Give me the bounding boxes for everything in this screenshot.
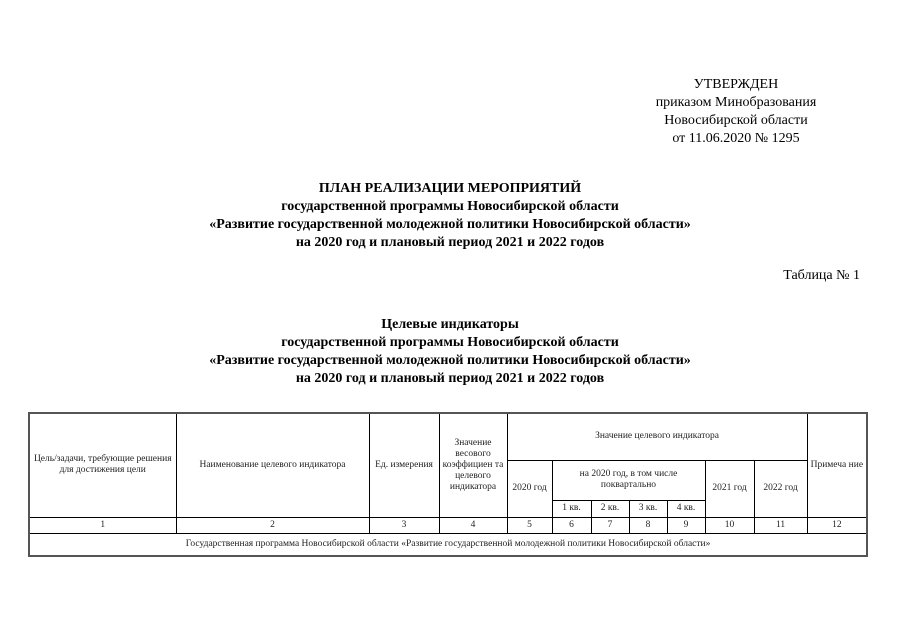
indicators-table xyxy=(28,412,868,557)
header-year-2022: 2022 год xyxy=(754,460,807,517)
plan-title-line-2: государственной программы Новосибирской области xyxy=(281,199,619,214)
plan-title-line-3: «Развитие государственной молодежной политики Новосибирской области» xyxy=(209,217,691,232)
header-year-2021: 2021 год xyxy=(705,460,754,517)
column-number: 12 xyxy=(807,517,867,533)
header-weight: Значение весового коэффициен та целевого индикатора xyxy=(439,413,507,517)
header-year-2020: 2020 год xyxy=(507,460,552,517)
program-row xyxy=(29,533,867,556)
column-number: 9 xyxy=(667,517,705,533)
plan-title-line-4: на 2020 год и плановый период 2021 и 2022 годов xyxy=(295,235,605,250)
approval-stamp xyxy=(636,76,836,148)
header-q1: 1 кв. xyxy=(552,500,591,517)
header-q3: 3 кв. xyxy=(629,500,667,517)
indicators-title-line-1: Целевые индикаторы xyxy=(381,317,519,332)
header-q4: 4 кв. xyxy=(667,500,705,517)
column-number: 5 xyxy=(507,517,552,533)
column-number: 8 xyxy=(629,517,667,533)
column-number: 11 xyxy=(754,517,807,533)
indicators-title-line-3: «Развитие государственной молодежной политики Новосибирской области» xyxy=(209,353,691,368)
column-numbers-row xyxy=(29,517,867,533)
column-number: 6 xyxy=(552,517,591,533)
indicators-title xyxy=(100,316,800,388)
column-number: 4 xyxy=(439,517,507,533)
program-title-cell: Государственная программа Новосибирской области «Развитие государственной молодежной политики Новосибирской области» xyxy=(29,533,867,556)
indicators-title-line-4: на 2020 год и плановый период 2021 и 2022 годов xyxy=(295,371,605,386)
approval-order: приказом Минобразования xyxy=(655,95,817,110)
column-number: 2 xyxy=(176,517,369,533)
approval-heading: УТВЕРЖДЕН xyxy=(693,77,779,92)
plan-title-line-1: ПЛАН РЕАЛИЗАЦИИ МЕРОПРИЯТИЙ xyxy=(318,181,582,196)
column-number: 7 xyxy=(591,517,629,533)
header-note: Примеча ние xyxy=(807,413,867,517)
plan-title xyxy=(100,180,800,252)
column-number: 1 xyxy=(29,517,176,533)
approval-region: Новосибирской области xyxy=(664,113,808,128)
header-year-2020-quarterly: на 2020 год, в том числе поквартально xyxy=(552,460,705,500)
indicators-title-line-2: государственной программы Новосибирской области xyxy=(281,335,619,350)
header-goal: Цель/задачи, требующие решения для достижения цели xyxy=(29,413,176,517)
column-number: 10 xyxy=(705,517,754,533)
header-unit: Ед. измерения xyxy=(369,413,439,517)
header-target-value: Значение целевого индикатора xyxy=(507,413,807,460)
table-label: Таблица № 1 xyxy=(783,268,860,283)
header-q2: 2 кв. xyxy=(591,500,629,517)
column-number: 3 xyxy=(369,517,439,533)
header-indicator-name: Наименование целевого индикатора xyxy=(176,413,369,517)
approval-date-number: от 11.06.2020 № 1295 xyxy=(672,131,800,146)
